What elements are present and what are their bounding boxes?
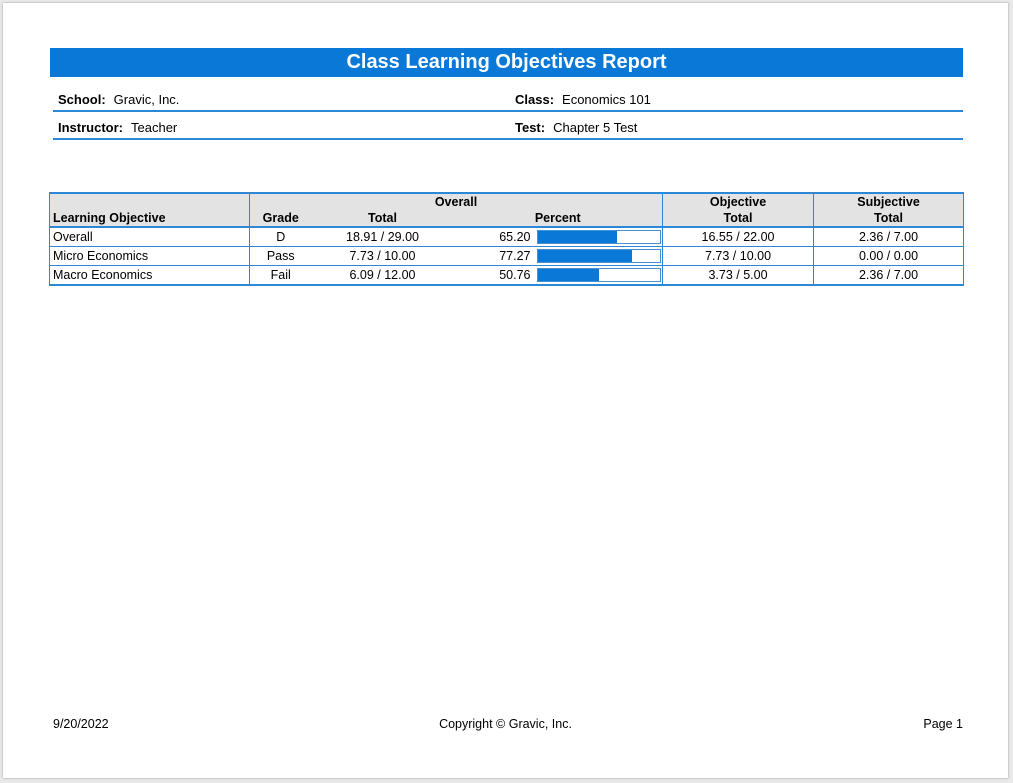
objective-total-cell: 16.55 / 22.00 [663,227,814,247]
subjective-total-cell: 0.00 / 0.00 [814,247,964,266]
group-header-overall: Overall [250,193,663,210]
percent-value-cell: 50.76 [454,266,534,286]
percent-bar [537,268,661,282]
subjective-total-cell: 2.36 / 7.00 [814,266,964,286]
col-header-learning-objective: Learning Objective [50,210,250,227]
class-field [515,92,651,107]
grade-cell: D [250,227,312,247]
percent-bar [537,230,661,244]
test-field [515,120,637,135]
overall-total-cell: 7.73 / 10.00 [312,247,454,266]
footer-copyright: Copyright © Gravic, Inc. [439,717,572,731]
percent-bar-fill [538,250,632,262]
percent-bar-fill [538,269,600,281]
test-label: Test: [515,120,546,135]
percent-bar-cell [534,247,663,266]
instructor-value: Teacher [131,120,178,135]
report-page [3,3,1008,778]
table-row [50,266,964,286]
column-header-row [50,210,964,227]
school-label: School: [58,92,106,107]
percent-value-cell: 77.27 [454,247,534,266]
school-value: Gravic, Inc. [113,92,180,107]
col-header-percent: Percent [454,210,663,227]
class-label: Class: [515,92,555,107]
col-header-grade: Grade [250,210,312,227]
objective-total-cell: 7.73 / 10.00 [663,247,814,266]
objective-total-cell: 3.73 / 5.00 [663,266,814,286]
overall-total-cell: 6.09 / 12.00 [312,266,454,286]
test-value: Chapter 5 Test [553,120,638,135]
group-header-subjective: Subjective [814,193,964,210]
col-header-subjective-total: Total [814,210,964,227]
instructor-field [58,120,177,135]
info-row-school-class [53,84,963,112]
percent-bar-cell [534,266,663,286]
table-row [50,227,964,247]
school-field [58,92,179,107]
objective-name: Macro Economics [50,266,250,286]
percent-bar-cell [534,227,663,247]
grade-cell: Fail [250,266,312,286]
objectives-table [49,192,964,286]
overall-total-cell: 18.91 / 29.00 [312,227,454,247]
grade-cell: Pass [250,247,312,266]
percent-bar-fill [538,231,618,243]
table-row [50,247,964,266]
group-header-row [50,193,964,210]
col-header-total: Total [312,210,454,227]
report-title: Class Learning Objectives Report [50,48,963,77]
group-header-objective: Objective [663,193,814,210]
col-header-objective-total: Total [663,210,814,227]
footer-date: 9/20/2022 [53,717,109,731]
percent-bar [537,249,661,263]
footer-page-number: Page 1 [923,717,963,731]
instructor-label: Instructor: [58,120,123,135]
info-row-instructor-test [53,112,963,140]
objective-name: Overall [50,227,250,247]
subjective-total-cell: 2.36 / 7.00 [814,227,964,247]
objective-name: Micro Economics [50,247,250,266]
header-spacer [50,193,250,210]
percent-value-cell: 65.20 [454,227,534,247]
class-value: Economics 101 [562,92,651,107]
